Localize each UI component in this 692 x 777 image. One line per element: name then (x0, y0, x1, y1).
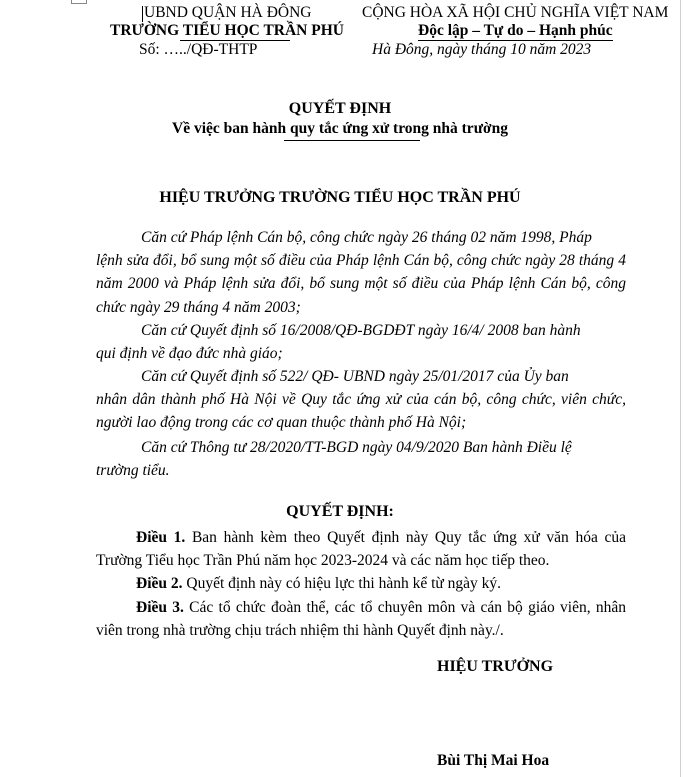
document-number: Số: …../QĐ-THTP (139, 41, 258, 58)
article-3 (96, 596, 626, 642)
article-1-text: Ban hành kèm theo Quyết định này Quy tắc ứng xử văn hóa của Trường Tiểu học Trần Phú năm học 2023-2024 và các năm học tiếp theo. (96, 529, 626, 570)
school-name: TRƯỜNG TIỂU HỌC TRẦN PHÚ (110, 22, 344, 39)
national-motto: Độc lập – Tự do – Hạnh phúc (418, 22, 613, 39)
document-title: QUYẾT ĐỊNH (288, 100, 392, 117)
agency-name: UBND QUẬN HÀ ĐÔNG (144, 4, 312, 21)
article-1 (96, 526, 626, 572)
national-title: CỘNG HÒA XÃ HỘI CHỦ NGHĨA VIỆT NAM (362, 4, 669, 21)
issuing-authority: HIỆU TRƯỞNG TRƯỜNG TIỂU HỌC TRẦN PHÚ (159, 189, 521, 206)
article-3-label: Điều 3. (136, 598, 184, 616)
articles (96, 526, 626, 642)
legal-basis-2-rest: qui định về đạo đức nhà giáo; (96, 345, 283, 363)
article-2 (96, 572, 626, 595)
legal-basis-3-first-line: Căn cứ Quyết định số 522/ QĐ- UBND ngày 25/01/2017 của Ủy ban (141, 368, 569, 385)
legal-basis-1 (96, 226, 626, 319)
legal-basis-4-rest: trường tiểu. (96, 462, 170, 480)
article-2-text: Quyết định này có hiệu lực thi hành kể từ ngày ký. (182, 575, 502, 593)
subtitle-underline (284, 140, 420, 141)
legal-basis-3-rest: nhân dân thành phố Hà Nội về Quy tắc ứng xử của cán bộ, công chức, viên chức, người lao động trong các cơ quan thuộc thành phố Hà Nội; (96, 391, 626, 432)
place-date: Hà Đông, ngày tháng 10 năm 2023 (372, 41, 592, 58)
legal-basis-1-rest: lệnh sửa đổi, bổ sung một số điều của Pháp lệnh Cán bộ, công chức ngày 28 tháng 4 năm 2000 và Pháp lệnh sửa đổi, bổ sung một số điều của Pháp lệnh Cán bộ, công chức ngày 29 tháng 4 năm 2003; (96, 252, 626, 316)
legal-basis-4-first-line: Căn cứ Thông tư 28/2020/TT-BGD ngày 04/9/2020 Ban hành Điều lệ (141, 439, 572, 456)
decision-heading: QUYẾT ĐỊNH: (286, 503, 394, 520)
legal-basis-1-first-line: Căn cứ Pháp lệnh Cán bộ, công chức ngày 26 tháng 02 năm 1998, Pháp (141, 229, 592, 246)
legal-basis-4 (96, 436, 626, 482)
article-2-label: Điều 2. (136, 575, 183, 593)
document-subtitle: Về việc ban hành quy tắc ứng xử trong nhà trường (172, 120, 508, 137)
legal-basis-2 (96, 319, 626, 365)
text-cursor (142, 6, 143, 22)
legal-basis-3 (96, 365, 626, 435)
article-3-text: Các tổ chức đoàn thể, các tổ chuyên môn và cán bộ giáo viên, nhân viên trong nhà trường chịu trách nhiệm thi hành Quyết định này./. (96, 598, 626, 639)
signer-name: Bùi Thị Mai Hoa (437, 752, 550, 769)
signer-title: HIỆU TRƯỞNG (437, 658, 554, 675)
legal-basis-2-first-line: Căn cứ Quyết định số 16/2008/QĐ-BGDĐT ngày 16/4/ 2008 ban hành (141, 322, 581, 339)
margin-corner-mark (71, 0, 87, 4)
article-1-label: Điều 1. (136, 529, 186, 546)
